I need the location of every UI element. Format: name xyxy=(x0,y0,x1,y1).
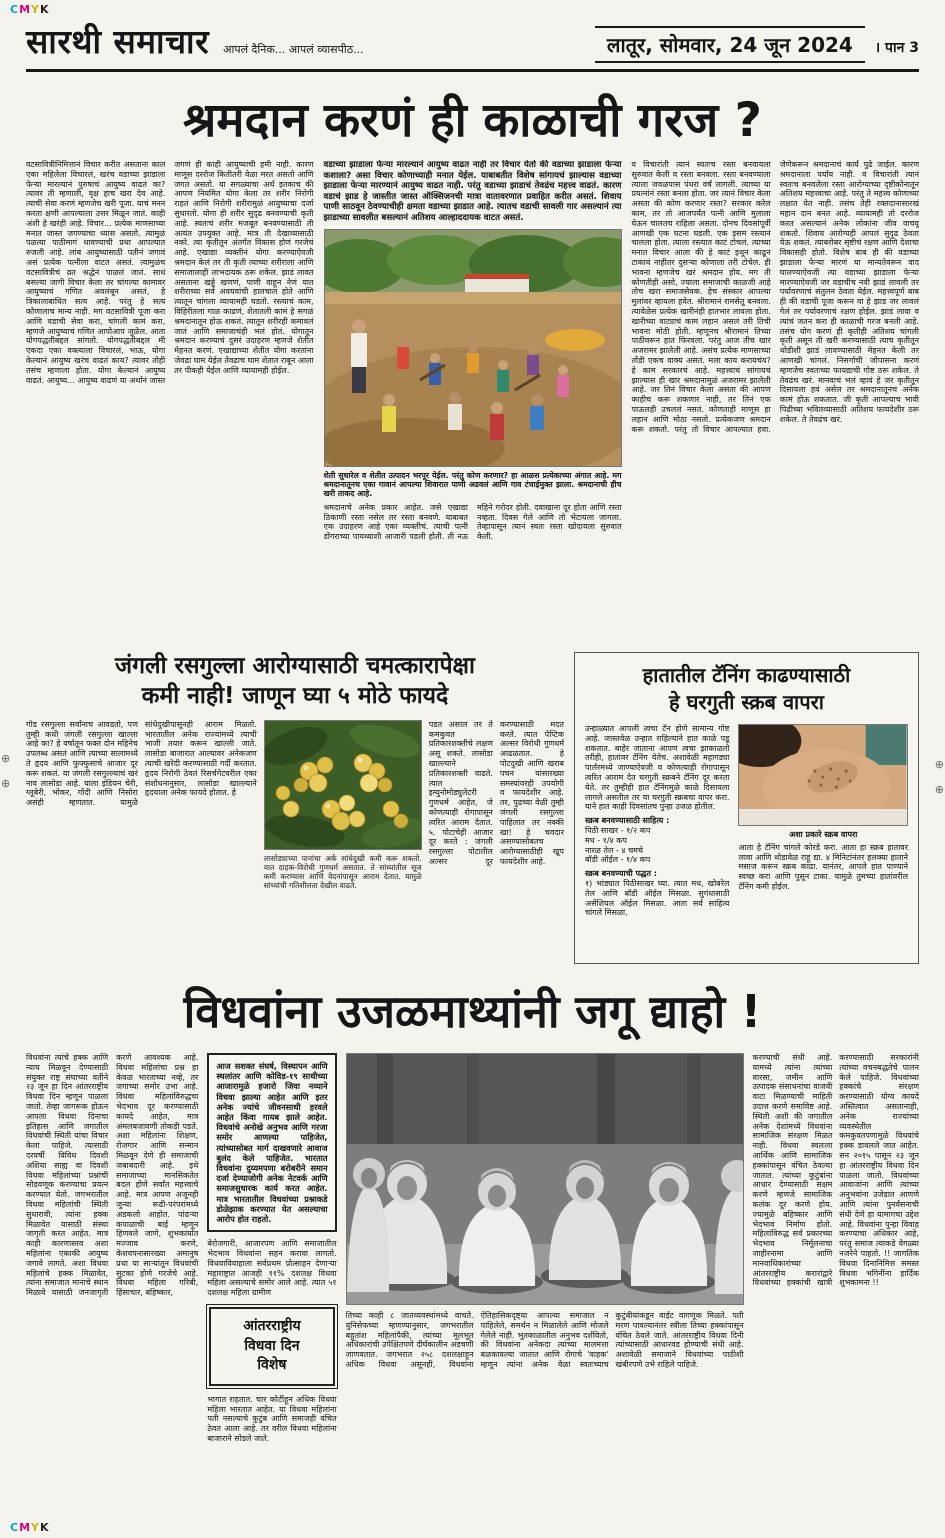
cmyk-y: Y xyxy=(31,3,40,16)
widows-photo-graphic xyxy=(347,1054,743,1304)
article4-right-columns: करण्याची संधी आहे. यामध्ये त्यांना त्यांच्या वारसा, जमीन आणि उत्पादक संसाधनांचा वाजवी वाटा मिळण्याची माहिती उदात्त करणे समाविष्ट आहे. स्थिती अशी की जगातील अनेक देशांमध्ये विधवांना सामाजिक संरक्षण मिळत नाही. विधवा स्वतःला आर्थिक आणि सामाजिक हक्कांपासून वंचित ठेवल्या जातात. त्यांच्या कुटुंबांना आधार देण्यासाठी सक्षम करणे म्हणजे सामाजिक कलंक दूर करणे होय. ज्यामुळे बहिष्कार आणि भेदभाव निर्माण होतो. महिलांविरुद्ध सर्व प्रकारच्या भेदभाव निर्मूलनाचा जाहीरनामा आणि मानवाधिकारांच्या आंतरराष्ट्रीय करारांद्वारे विधवांच्या हक्कांची खात्री करण्यासाठी सरकारांनी त्यांच्या वचनबद्धतेचे पालन केले पाहिजे. विधवांच्या हक्कांचे संरक्षण करण्यासाठी योग्य कायदे अस्तित्वात असतानाही, अनेक राज्यांच्या व्यवस्थेतील कमकुवतपणामुळे विधवांचे हक्क डावलले जात आहेत. सन २०१५ पासून २३ जून हा आंतरराष्ट्रीय विधवा दिन पाळला जातो. विधवांच्या आवाजांना आणि त्यांच्या अनुभवांना उजेडात आणणे आणि त्यांना पुनर्वसनाची संधी देणे हा यामागचा उद्देश आहे. विधवांना पुन्हा विवाह करण्याचा अधिकार आहे, परंतु समाज त्याकडे वेगळ्या नजरेने पाहतो. !! जागतिक विधवा दिनानिमित्त समस्त विधवा भगिनींना हार्दिक शुभकामना !! xyxy=(752,1053,919,1288)
registration-mark-icon: ⊕ xyxy=(934,783,944,796)
registration-mark-icon: ⊕ xyxy=(1,777,11,790)
article3-right-column xyxy=(738,724,908,954)
article3-intro: उन्हाळ्यात आपली त्वचा टॅन होणे सामान्य गोष्ट आहे. जास्तवेळ उन्हात राहिल्याने हात काळे पडू शकतात. बाहेर जाताना आपण त्वचा झाकाळतो तरीही, हातांवर टॅनिंग येतेच. अशावेळी महागड्या पार्लरमध्ये जाण्याऐवजी व कोणत्याही रोगापासून त्वरित आराम देत घरगुती स्क्रबने टॅनिंग दूर करता येते. तर तुम्हीही हात टॅनिंगमुळे काळे दिसायला लागले असतील तर या घरगुती स्क्रबचा वापर करा. याने हात काही दिवसांतच पुन्हा उजळ होतील. xyxy=(585,724,730,812)
article3-usage: आता हे टॅनिंग चांगले कोरडे करा. आता हा स्क्रब हातावर लावा आणि थोडावेळ राहू द्या. ४ मिनिटांनंतर हलक्या हाताने मसाज करून स्क्रब काढा. यानंतर, आपले हात पाण्याने स्वच्छ करा आणि पुसून टाका. यामुळे तुमच्या हातांवरील टॅनिंग कमी होईल. xyxy=(738,842,908,891)
article2-center-caption: लासोड्याच्या पानांचा अर्क सांधेदुखी कमी करू शकतो. यात दाहक-विरोधी गुणधर्म असतात. ते सांध्यांतील सूज कमी करण्यास आणि वेदनांपासून आराम देतात. यामुळे सांध्यांची गतिशीलता देखील वाढते. xyxy=(263,853,422,891)
article4-left-columns: विधवांना त्यांचे हक्क आणि न्याय मिळवून देण्यासाठी संयुक्त राष्ट्र संघाच्या वतीने २३ जून हा दिन आंतरराष्ट्रीय विधवा दिन म्हणून पाळला जातो. तेव्हा जागरूक होऊन आपला विधवा दिनाचा इतिहास आणि जगातील विधवांची स्थिती यांचा विचार केला पाहिजे. त्यासाठी दरवर्षी विविध दिवशी अशिया साह्य वा दिवशी विधवा महिलांच्या प्रश्नांची सोडवणूक करण्याचा प्रयत्न करण्यात येतो. जगभरातील विधवा महिलांची स्थिती सुधारावी, त्यांना हक्क मिळावेत यासाठी संस्था जागृती करत आहेत. मात्र काही कारणास्तव अशा महिलांना एकाकी आयुष्य जगावे लागते. अशा विधवा महिलांचे हक्क मिळावेत, त्यांना समाजात मानाचे स्थान मिळावे यासाठी जनजागृती करणे आवश्यक आहे. विधवा महिलांचा प्रश्न हा केवळ भारताच्या नव्हे, तर जगाच्या समोर उभा आहे. विधवा महिलांविरुद्धचा भेदभाव दूर करण्यासाठी कायदे आहेत, मात्र अंमलबजावणी तोकडी पडते. अशा महिलांना शिक्षण, रोजगार आणि सन्मान मिळवून देणे ही समाजाची जबाबदारी आहे. इथे समाजाच्या मानसिकतेत बदल होणे सर्वांत महत्त्वाचे आहे. मात्र आपण अजूनही जुन्या रूढी-परंपरांमध्ये अडकलो आहोत. पांढऱ्या कपाळाची बाई म्हणून हिणवले जाणे, शुभकार्यात मज्जाव करणे, केशवपनासारख्या अमानुष प्रथा या साऱ्यांतून विधवांची सुटका होणे गरजेचे आहे. विधवा महिला गरिबी, हिंसाचार, बहिष्कार, xyxy=(26,1053,199,1298)
lasoda-fruit-photo xyxy=(264,720,422,850)
article2-headline-line1: जंगली रसगुल्ला आरोग्यासाठी चमत्कारापेक्षा xyxy=(115,653,475,679)
article-tanning-scrub xyxy=(574,652,919,964)
article1-right-columns xyxy=(632,160,920,642)
cmyk-c: C xyxy=(10,1521,20,1534)
article3-left-column xyxy=(585,724,729,954)
article3-headline-line1: हातातील टॅनिंग काढण्यासाठी xyxy=(642,663,851,687)
widow-day-special-box xyxy=(209,1307,334,1386)
registration-marks-left xyxy=(1,752,10,790)
article1-bold-intro: वडाच्या झाडाला फेऱ्या मारल्यानं आयुष्य वाढत नाही तर विचार येतो की वडाच्या झाडाला फेऱ्या कशाला? असा विचार कोणाच्याही मनात येईल. याबाबतीत विशेष सांगायचं झाल्यास वडाच्या झाडाला फेऱ्या मारण्यानं आयुष्य वाढत नाही. परंतु वडाच्या झाडाचं तेवढंच महत्त्व वाढतं. कारण वडाचं झाड हे जास्तीत जास्त ऑक्सिजनची मात्रा वातावरणात प्रवाहित करीत असतं. शिवाय पाणी साठवून ठेवण्याचीही क्षमता वडाच्या झाडात आहे. त्यातच वडाची सावली गार असल्यानं त्या झाडाच्या सावलीत बसल्यानं अतिशय आल्हाददायक वाटत असतं. xyxy=(323,160,622,223)
material-item: नारळ तेल - ४ चमचे xyxy=(585,845,644,855)
article1-below-photo-text: श्रमदानाचे अनेक प्रकार आहेत. जसे एखाद्या ठिकाणी रस्ता नसेल तर रस्ता बनवणे. याबाबत एक उदाहरण आहे एका व्यक्तीचं. त्याची पत्नी डोंगराच्या पायथ्याशी आजारी पडली होती. ती नऊ महिने गरोदर होती. दवाखाना दूर होता आणि रस्ता नव्हता. दिवस गेले आणि तो भेटायला जागला. तेव्हापासून त्यानं स्वतः रस्ता खोदायला सुरुवात केली. xyxy=(323,502,622,542)
lasoda-fruit-graphic xyxy=(265,721,421,849)
masthead xyxy=(26,18,919,72)
article-widows-day xyxy=(26,976,919,1521)
article3-materials-title: स्क्रब बनवण्यासाठी साहित्य : xyxy=(585,816,670,826)
article4-headline: विधवांना उजळमाथ्यांनी जगू द्याहो ! xyxy=(183,985,762,1038)
cmyk-y: Y xyxy=(31,1521,40,1534)
article4-below-photo-columns: तिच्या काही ८ जातव्यवस्थांमध्ये वाचते. युनिसेफच्या म्हणण्यानुसार, जगभरातील बहुतांश महिलांपैकी, त्यांच्या मूलभूत अधिकारांची उपेक्षितपणे दीर्घकालीन अडचणी जाणवतात. जगभरात २५८ दशलक्षाहून अधिक विधवा असूनही, विधवांना ऐतिहासिकदृष्ट्या आपल्या समाजात न पाहिलेले, समर्थन न मिळालेले आणि मोजले गेलेले नाही. भूतकाळातील अनुभव दर्शवितो, की विधवांना अनेकदा त्यांच्या मालमत्ता बळकावल्या जातात आणि रोगाचे 'वाहक' म्हणून त्यांना अनेक वेळा स्वतःच्याच कुटुंबीयांकडून वाईट वागणूक मिळते. पती मरण पावल्यानंतर स्त्रीला तिच्या हक्कांपासून वंचित ठेवले जाते. आंतरराष्ट्रीय विधवा दिनी त्यांच्यासाठी आधारवड होण्याची संधी आहे. अशावेळी समाजाने विधवांच्या पाठीशी खंबीरपणे उभे राहिले पाहिजे. xyxy=(345,1311,744,1369)
article-shramdan xyxy=(26,72,919,642)
cmyk-m: M xyxy=(19,1521,32,1534)
registration-mark-icon: ⊕ xyxy=(1,752,11,765)
article3-method: १) भांड्यात पिठीसाखर घ्या. त्यात मध, खोबरेल तेल आणि बॉडी ऑईल मिसळा. सुगंधासाठी असेंशियल ऑईल मिसळा. आता सर्व साहित्य चांगले मिसळा. xyxy=(585,878,730,918)
article3-headline-line2: हे घरगुती स्क्रब वापरा xyxy=(669,690,824,714)
special-box-line3: विशेष xyxy=(257,1357,287,1374)
shramdan-photo-caption: शेती सुधारेल व शेतीत उत्पादन भरपूर येईल. परंतु कोण करणार? हा आळस प्रत्येकाच्या अंगात आहे. मग श्रमदानातूनच एका गावानं आपल्या शिवारात पाणी अडवलं आणि गाव टंचाईमुक्त झाला. श्रमदानाची हीच खरी ताकद आहे. xyxy=(323,470,622,499)
article4-mid-text: बेरोजगारी, आजारपण आणि समाजातील भेदभाव विधवांना सहन करावा लागतो. विधवाविवाहाला सर्वप्रथम प्रोत्साहन देणाऱ्या महाराष्ट्रात आजही ११% दशलक्ष विधवा महिला असल्याचे समोर आले आहे. त्यात ५१ दशलक्ष महिला ग्रामीण xyxy=(207,1239,337,1298)
cmyk-k: K xyxy=(40,3,50,16)
page-number: । पान 3 xyxy=(874,40,919,56)
article2-headline-line2: कमी नाही! जाणून घ्या ५ मोठे फायदे xyxy=(141,682,449,709)
dateline: लातूर, सोमवार, 24 जून 2024 xyxy=(595,26,865,63)
material-item: बॉडी ऑईल - १/४ कप xyxy=(585,855,651,865)
article1-right-text-b: श्रीरामानं रामसेतू बनवला. त्यावेळेस प्रत्येक खारीनंही हातभार लावला होता. खारीच्या वाट्याचं काम लहान असलं तरी तिची भावना मोठी होती. म्हणूनच श्रीरामानं तिच्या पाठीवरून हात फिरवला. परंतु आज तीच खार अजरामर झालेली आहे. असंच प्रत्येक माणसाच्या तोंडी एकच वाक्य असतं. मला काय करायचंय? हे काम सरकारचं आहे. महत्त्वाचं सांगायचं झाल्यास ही खार श्रमदानामुळं अजरामर झालेली आहे. जर तिनं विचार केला असता की आपण काहीच करू शकणार नाही, तर तिनं एक पाऊलही उचललं नसतं. कोणताही माणूस हा लहान आणि मोठा नसतो. प्रत्येकजण श्रमदान करू शकतो. परंतु तो विचार आपल्यात हवा. जेणेकरून श्रमदानाचं कार्य पुढे जाईल. कारण श्रमदानाला पर्याय नाही. xyxy=(631,160,919,434)
special-box-line2: विधवा दिन xyxy=(244,1337,300,1354)
cmyk-marks-top xyxy=(10,3,50,16)
scrub-photo xyxy=(738,724,908,826)
shramdan-photo xyxy=(324,229,622,467)
cmyk-k: K xyxy=(40,1521,50,1534)
article3-headline xyxy=(585,662,908,716)
scrub-photo-caption: अशा प्रकारे स्क्रब वापरा xyxy=(789,830,858,839)
newspaper-title: सारथी समाचार xyxy=(26,22,210,61)
cmyk-m: M xyxy=(19,3,32,16)
article4-below-special-text: भागात राहतात. चार कोटींहून अधिक विधवा महिला भारतात आहेत. या विधवा महिलांना पती नसल्याचे कुटुंब आणि समाजही वंचित ठेवत आला आहे. तर वरील विधवा महिलांना बाजाराने सोडले जाते. xyxy=(207,1394,337,1443)
article2-right-columns: पडत असाल तर ते कमकुवत प्रतिकारशक्तीचे लक्षण असू शकते. लासोडा खाल्ल्याने प्रतिकारशक्ती वाढते. त्यात इम्युनोमोड्युलेटरी गुणधर्म आहेत, जे कोणत्याही रोगापासून त्वरित आराम देतात. ५. पोटाचेही आजार दूर करते : जंगली रसगुल्ला पोटातील अल्सर दूर करण्यासाठी मदत करते. त्यात पेप्टिक अल्सर विरोधी गुणधर्म आढळतात. हे पोटदुखी आणि खराब पचन यांसारख्या समस्यांवरही उपयोगी व फायदेशीर आहे. तर, पुढच्या वेळी तुम्ही जंगली रसगुल्ला पाहिलात तर नक्की खा! हे चवदार असण्यासोबतच आरोग्यासाठीही खूप फायदेशीर आहे. xyxy=(428,719,564,866)
scrub-photo-graphic xyxy=(739,725,907,825)
material-item: मध - १/४ कप xyxy=(585,835,627,845)
article2-left-columns: गोड रसगुल्ला सर्वांनाच आवडतो, पण तुम्ही कधी जंगली रसगुल्ला खाल्ला आहे का? हे वर्षातून फक्त दोन महिनेच उपलब्ध असतं आणि त्याच्या सालामध्ये ते हृदय आणि फुफ्फुसाचे आजार दूर करू शकतं. या जंगली रसगुल्ल्याचं खरं नाव लासोडा आहे. याला इंडियन चेरी, ग्लूबेरी, भोकर, गोंदी आणि निसोरा असंही म्हणतात. यामुळे सांधेदुखीपासूनही आराम मिळतो. भारतातील अनेक राज्यांमध्ये त्याची भाजी तयार करून खाल्ली जाते. लासोडा बाजारात आल्यावर अनेकजण त्याची खरेदी करण्यासाठी गर्दी करतात. हृदय निरोगी ठेवतं रिसर्चगेटवरील एका संशोधनानुसार, लासोडा खाल्ल्याने हृदयाला अनेक फायदे होतात. हे xyxy=(26,719,257,808)
article1-right-text-c: व विचारांती त्यानं स्वतःच बनवलेला रस्ता आरोग्याच्या दृष्टीकोनातून अतिशय महत्त्वाचा आहे. परंतु ते महत्त्व कोणाच्या लक्षात येत नाही. तसंच तेही रक्तदानासारखं महान दान बनत आहे. व्यायामही तो दररोज करत असल्यानं अनेक लोकांना जीव वाचवू शकतो. शिवाय आरोग्यही आपलं सुदृढ ठेवता येऊ शकतं. त्याबरोबर सृष्टीचं रक्षण आणि देशाचा विकासही होतो. विशेष बाब ही की वडाच्या झाडाला फेऱ्या मारणं या मान्यतेवरून वाद घालण्याऐवजी त्या वडाच्या झाडाला फेऱ्या मारण्याऐवजी जर वडाचीच नवी झाडं लावली तर पर्यावरणाचं संतुलन ठेवता येईल. महत्त्वपूर्ण बाब ही की वडाची पूजा करून वा हे झाड जर लावलं गेलं तर पर्यावरणाचं रक्षण होईल. झाडं लावा व त्यांचं जतन करा ही काळाची गरज बनली आहे. तसंच योग करणं ही कृतीही अतिशय चांगली कृती असून ती खरी करण्यासाठी त्याच कृतीतून थोडीशी झाडं लावण्यासाठी मेहनत केली तर आणखी चांगलं. निसर्गाची जोपासना करणं म्हणजेच स्वतःच्या फायद्याची गोष्ट ठरू शकेल. ते तेवढंच खरं. मानवाचं भलं व्हावं हे जर कृतीतून दिसायला हवं असेल तर श्रमदानातूनच अनेक कामं होऊ शकतात. जी कृती आपल्याच भावी पिढीच्या भवितव्यासाठी अतिशय फायदेशीर ठरू शकेल. ते तेवढंच खरं. xyxy=(779,169,919,424)
article3-method-title: स्क्रब बनवण्याची पद्धत : xyxy=(585,869,657,879)
article1-right-text-a: व विचारांती त्यानं स्वतःच रस्ता बनवायला सुरुवात केली व रस्ता बनवला. रस्ता बनवण्याला त्याला जवळपास पंधरा वर्षं लागली. त्याच्या या प्रयत्नांनं रस्ता बनला होता. जर त्यानं विचार केला असता की कोण करणार रस्ता? सरकार करेल काम, तर तो आजपर्यंत पत्नी आणि मुलाला घेऊन चालतच राहिला असता. दोनच दिवसांपूर्वी आणखी एक घटना घडली. एक इसम रस्त्यानं चालला होता. त्याला रस्त्यात काटं टोचलं. त्याच्या मनात विचार आला की हे काटं इथून काढून टाकावं नाहीतर दुसऱ्या कोणाला तरी टोचेल. ही भावना म्हणजेच खरं श्रमदान होय. मग ती कोणतीही असो, ज्याला समाजाची काळजी आहे तोच खरा समाजसेवक. हेच संस्कार आपल्या मुलांवर व्हायला हवेत. xyxy=(631,160,771,307)
widows-photo xyxy=(346,1053,744,1305)
registration-marks-right xyxy=(935,758,944,796)
article1-headline: श्रमदान करणं ही काळाची गरज ? xyxy=(183,93,762,148)
shramdan-photo-graphic xyxy=(325,230,621,466)
article1-left-columns: वटसावित्रीनिमित्तानं विचार करीत असताना काल एका महिलेला विचारलं, खरंच वडाच्या झाडाला फेऱ्या मारल्यानं पुरुषाचं आयुष्य वाढतं का? त्यावर ती म्हणाली, वृक्ष हाच खरा देव आहे. त्याची सेवा करणं म्हणजेच खरी पूजा. याचं मनन करता क्षणी आपल्याला उत्तर मिळून जातं. काही अंशी हे खरंही आहे. विचार... प्रत्येक माणसाच्या मनात जास्त जगण्याचा ध्यास असतो. त्यामुळं पळत्या पाठीमागं धावण्याची प्रथा आपल्यात रुजली आहे. लांब आयुष्यासाठी पतीनं जगावं असं प्रत्येक पत्नीला वाटत असतं. त्यामुळंच वटसावित्रीचं व्रत श्रद्धेनं पाळलं जातं. साधं बसल्या जागी विचार केला तर चांगल्या कामावर आयुष्याचं गणित अवलंबून असतं, हे त्रिकालाबाधित सत्य आहे. परंतु हे सत्य कोणालाच मान्य नाही. मग वटसावित्री पूजा करा आणि वडाची सेवा करा, चांगली कामं करा, म्हणजे आयुष्याचं गणित आपोआप जुळेल. आता योगपद्धतीबद्दल सांगतो. योगपद्धतीबद्दल मी एकदा एका वक्त्याला विचारलं, भाऊ, योगा केल्यानं आयुष्य खरंच वाढतं काय? त्यावर तोही तसंच म्हणाला होता. योगा केल्यानं आयुष्य वाढतं. आयुष्य... आयुष्य वाढणं या अर्थानं जास्त जगणं ही काही आयुष्याची हमी नाही. कारण माणूस दररोज कितीतरी वेळा मरत असतो आणि जगत असतो. या सगळ्याचा अर्थ इतकाच की आपण नियमित योगा केला तर शरीर निरोगी राहतं आणि निरोगी शरीरामुळं आयुष्याचा दर्जा सुधारतो. योगा ही शरीर सुदृढ बनवण्याची कृती आहे. स्वतःचं शरीर मजबूत बनवण्यासाठी ती अत्यंत उपयुक्त आहे. मात्र ती देखाव्यासाठी नको. त्या कृतीतून अंतर्गत विकास होणं गरजेचं आहे. एखाद्या व्यक्तीनं योगा करण्याऐवजी श्रमदान केलं तर ती कृती त्याच्या शरीराला आणि समाजालाही लाभदायक ठरू शकेल. झाडं लावत असताना खड्डे खणणं, पाणी वाहून नेणं यात शरीराच्या सर्व अवयवांची हालचाल होते आणि त्यातून चांगला व्यायामही घडतो. रस्त्याचं काम, विहिरीतला गाळ काढणं, शेतातली कामं हे सगळं श्रमदानातून होऊ शकतं. त्यातून शरीरही कमावलं जातं आणि समाजाचंही भलं होतं. योगातून श्रमदान करण्याचं दुसरं उदाहरण म्हणजे शेतीत मेहनत करणं. एखाद्याच्या शेतीत योगा करतांना जेवढा घाम येईल तेवढाच घाम शेतात राबून आला तर पीकही येईल आणि व्यायामही होईल. xyxy=(26,160,314,385)
special-box-line1: आंतरराष्ट्रीय xyxy=(243,1318,301,1335)
material-item: पिठी साखर - १/२ कप xyxy=(585,825,651,835)
registration-mark-icon: ⊕ xyxy=(934,758,944,771)
cmyk-c: C xyxy=(10,3,20,16)
article2-headline xyxy=(26,652,564,712)
newspaper-tagline: आपलं दैनिक... आपलं व्यासपीठ... xyxy=(223,43,364,56)
article-rasgulla xyxy=(26,652,564,964)
article4-quote-box: आज सशक्त संघर्ष, विस्थापन आणि स्थलांतर आणि कोविड-१९ साथीच्या आजारामुळे हजारो जिवा नव्याने विधवा झाल्या आहेत आणि इतर अनेक ज्यांचे जीवनसाथी हरवले आहेत किंवा गायब झाले आहेत. विधवांचे अनोखे अनुभव आणि गरजा समोर आणल्या पाहिजेत, त्यांच्यासोबत मार्ग दाखवणारे आवाज बुलंद केले पाहिजेत. भारतात विधवांना दुय्यमपणा बरोबरीने समान दर्जा देण्याजोगी अनेक नेटवर्क आणि समाजसुधारक कार्य करत आहेत. मात्र भारतातील विधवांच्या प्रश्नाकडे डोळेझाक करण्यात येत असल्याचा आरोप होत राहतो. xyxy=(207,1053,336,1232)
cmyk-marks-bottom xyxy=(10,1521,50,1534)
